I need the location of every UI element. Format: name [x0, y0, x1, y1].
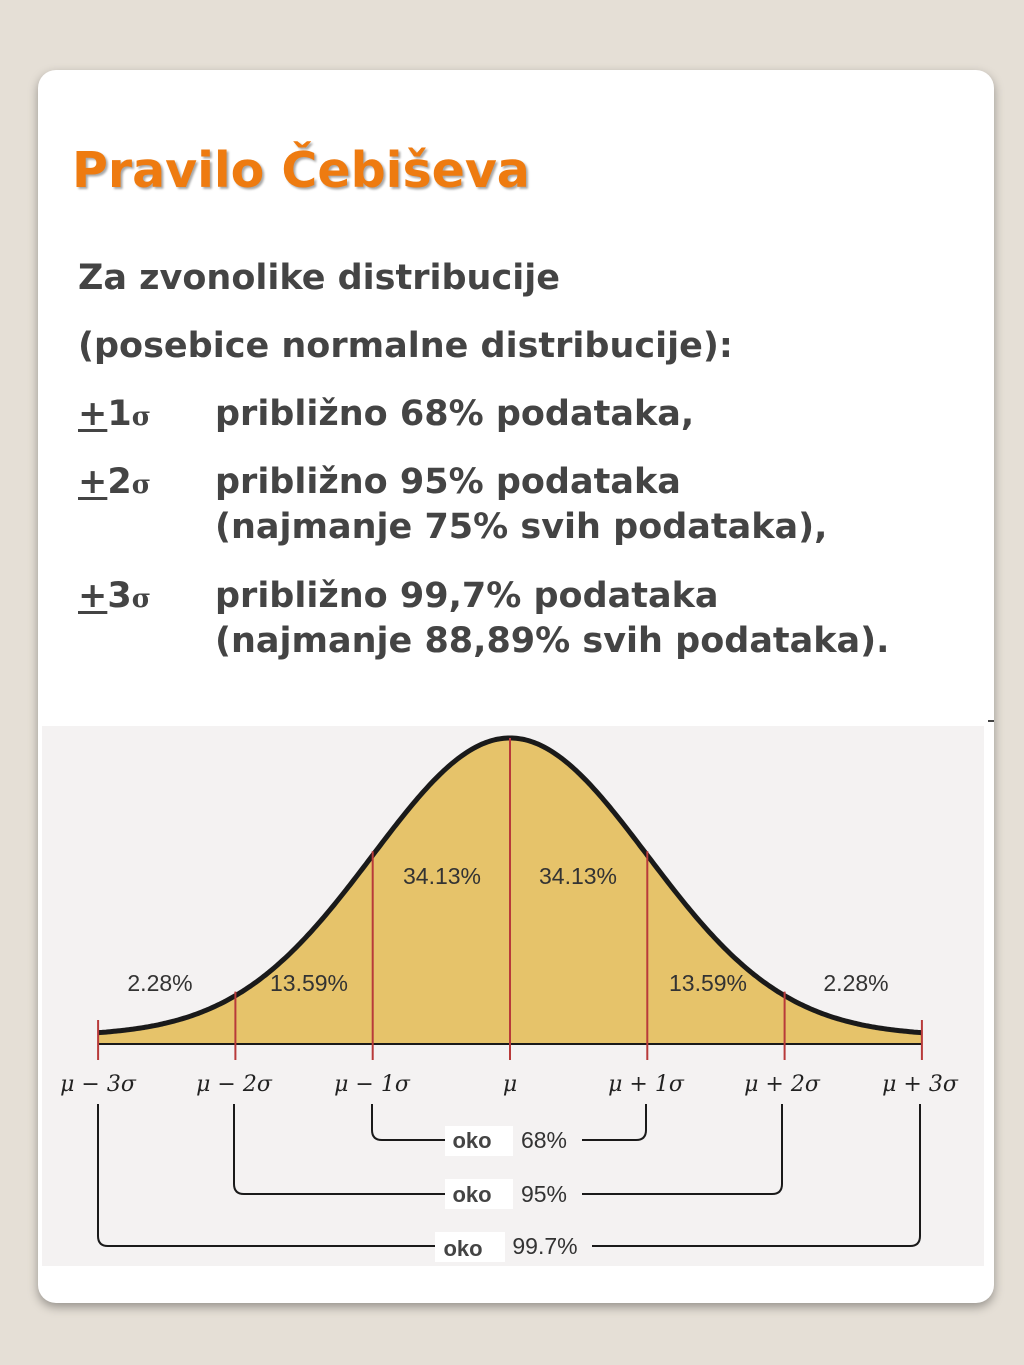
axis-label-plus-2-sigma: μ + 2σ — [744, 1072, 820, 1097]
axis-label-minus-2-sigma: μ − 2σ — [196, 1072, 272, 1097]
region-label-right-2: 13.59% — [668, 970, 748, 996]
plus-minus-sign: + — [78, 394, 108, 434]
bracket-95-word: oko — [452, 1182, 492, 1207]
slide-title: Pravilo Čebiševa — [72, 142, 530, 199]
rule-3-text: približno 99,7% podataka — [215, 576, 719, 616]
rule-2-symbol — [78, 462, 151, 502]
divider-mark — [988, 720, 994, 722]
sigma-symbol: σ — [131, 402, 151, 432]
slide — [38, 70, 994, 1303]
bracket-68-value: 68% — [520, 1127, 568, 1153]
axis-label-plus-1-sigma: μ + 1σ — [608, 1072, 684, 1097]
rule-1-k: 1 — [107, 394, 132, 434]
bracket-997-value: 99.7% — [512, 1233, 578, 1259]
axis-label-minus-1-sigma: μ − 1σ — [334, 1072, 410, 1097]
region-label-right-1: 34.13% — [538, 863, 618, 889]
rule-2-k: 2 — [107, 462, 132, 502]
normal-distribution-diagram — [42, 726, 984, 1266]
axis-label-mu: μ — [502, 1072, 518, 1097]
bracket-997-word: oko — [443, 1236, 483, 1261]
region-label-left-1: 34.13% — [402, 863, 482, 889]
region-label-left-tail: 2.28% — [127, 970, 193, 996]
plus-minus-sign: + — [78, 462, 108, 502]
plus-minus-sign: + — [78, 576, 108, 616]
sigma-symbol: σ — [131, 584, 151, 614]
rule-2-text: približno 95% podataka — [215, 462, 681, 502]
rule-2-text-2: (najmanje 75% svih podataka), — [215, 507, 828, 547]
rule-1-symbol — [78, 394, 151, 434]
bracket-68-word: oko — [452, 1128, 492, 1153]
region-label-left-2: 13.59% — [269, 970, 349, 996]
region-label-right-tail: 2.28% — [823, 970, 889, 996]
sigma-symbol: σ — [131, 470, 151, 500]
axis-label-minus-3-sigma: μ − 3σ — [60, 1072, 136, 1097]
bracket-95-value: 95% — [520, 1181, 568, 1207]
axis-label-plus-3-sigma: μ + 3σ — [882, 1072, 958, 1097]
intro-line-1: Za zvonolike distribucije — [78, 258, 560, 298]
rule-1-text: približno 68% podataka, — [215, 394, 695, 434]
rule-3-text-2: (najmanje 88,89% svih podataka). — [215, 621, 890, 661]
rule-3-k: 3 — [107, 576, 132, 616]
intro-line-2: (posebice normalne distribucije): — [78, 326, 733, 366]
rule-3-symbol — [78, 576, 151, 616]
